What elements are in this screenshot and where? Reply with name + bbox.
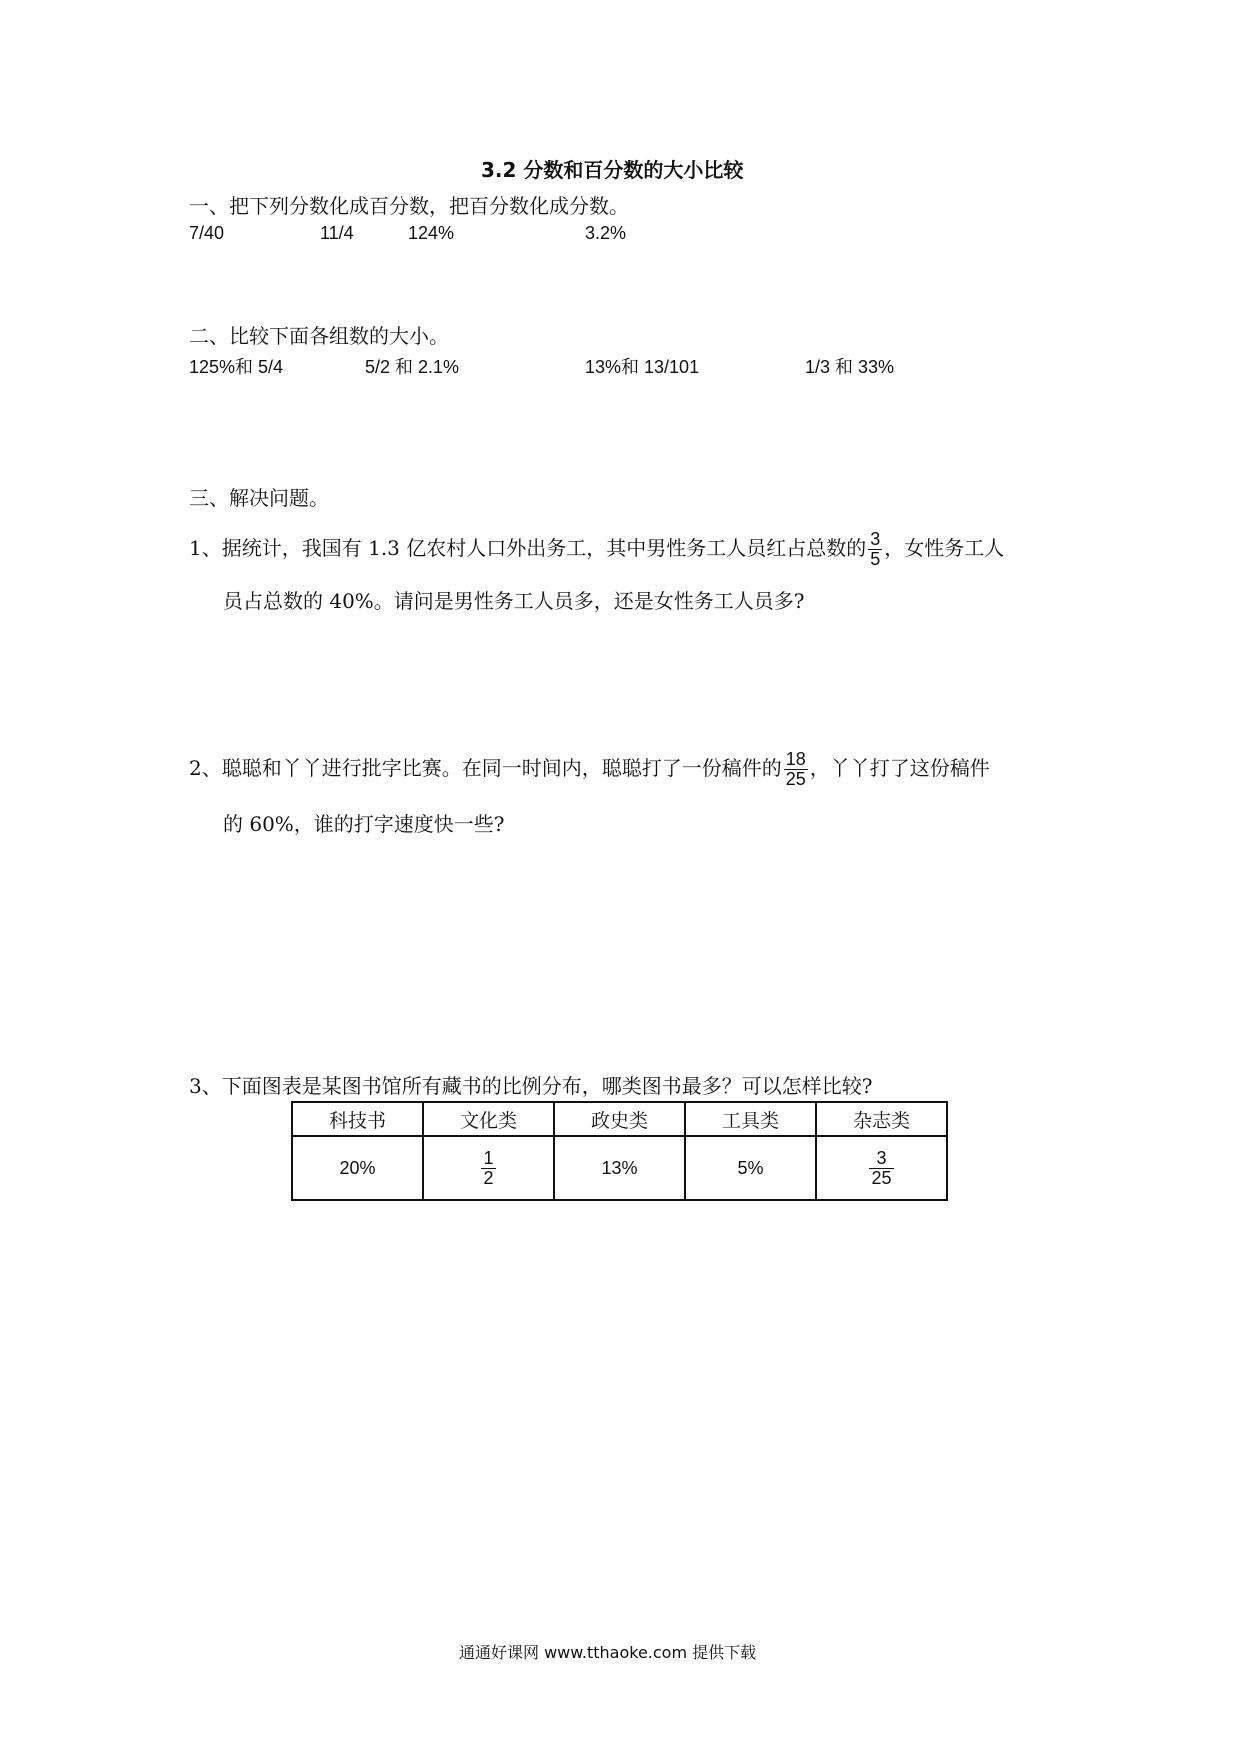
header-cell-magazines: 杂志类 [816, 1102, 947, 1136]
fraction-denominator: 2 [483, 1167, 494, 1188]
culture-fraction [481, 1149, 495, 1188]
page-footer: 通通好课网 www.tthaoke.com 提供下载 [459, 1643, 757, 1662]
section2-item-3: 13%和 13/101 [585, 357, 700, 377]
fraction-numerator: 18 [785, 749, 806, 769]
question-1-text-b: ，女性务工人 [884, 535, 1005, 560]
question-3-text: 下面图表是某图书馆所有藏书的比例分布，哪类图书最多？可以怎样比较? [221, 1074, 873, 1098]
header-cell-politics-history: 政史类 [554, 1102, 685, 1136]
section1-item-2: 11/4 [320, 223, 354, 243]
section2-item-2: 5/2 和 2.1% [365, 357, 460, 377]
page-title: 3.2 分数和百分数的大小比较 [481, 158, 744, 182]
fraction-numerator: 3 [876, 1147, 887, 1168]
question-2-text-b: ，丫丫打了这份稿件 [809, 755, 990, 780]
table-header-row [292, 1102, 947, 1136]
section2-item-4: 1/3 和 33% [805, 357, 895, 377]
question-1-line-1 [189, 530, 1004, 569]
question-1-line-2: 员占总数的 40%。请问是男性务工人员多，还是女性务工人员多? [223, 589, 805, 613]
question-2-fraction [784, 750, 808, 789]
header-cell-tools: 工具类 [685, 1102, 816, 1136]
value-cell-science: 20% [292, 1136, 423, 1200]
book-distribution-table [291, 1101, 948, 1201]
header-cell-culture: 文化类 [423, 1102, 554, 1136]
value-cell-tools: 5% [685, 1136, 816, 1200]
question-2-line-2: 的 60%，谁的打字速度快一些? [223, 812, 505, 836]
section1-heading: 一、把下列分数化成百分数，把百分数化成分数。 [189, 194, 629, 218]
section2-heading: 二、比较下面各组数的大小。 [189, 324, 449, 348]
header-cell-science: 科技书 [292, 1102, 423, 1136]
fraction-numerator: 1 [483, 1147, 494, 1168]
section2-item-1: 125%和 5/4 [189, 357, 284, 377]
question-1-number: 1、 [189, 535, 222, 560]
value-cell-magazines [816, 1136, 947, 1200]
section1-item-3: 124% [408, 223, 455, 243]
question-1-fraction [868, 530, 882, 569]
question-2-number: 2、 [189, 755, 222, 780]
fraction-denominator: 25 [871, 1167, 892, 1188]
fraction-denominator: 25 [785, 768, 806, 789]
question-2-text-a: 聪聪和丫丫进行批字比赛。在同一时间内，聪聪打了一份稿件的 [221, 755, 782, 780]
question-3-line [189, 1070, 872, 1099]
table-value-row [292, 1136, 947, 1200]
section1-item-1: 7/40 [189, 223, 225, 243]
question-2-line-1 [189, 750, 990, 789]
value-cell-culture [423, 1136, 554, 1200]
question-1-text-a: 据统计，我国有 1.3 亿农村人口外出务工，其中男性务工人员红占总数的 [221, 535, 867, 560]
magazines-fraction [869, 1149, 893, 1188]
section3-heading: 三、解决问题。 [189, 486, 329, 510]
section1-item-4: 3.2% [585, 223, 627, 243]
question-3-number: 3、 [189, 1074, 222, 1098]
fraction-numerator: 3 [870, 529, 881, 549]
fraction-denominator: 5 [870, 548, 881, 569]
value-cell-politics-history: 13% [554, 1136, 685, 1200]
